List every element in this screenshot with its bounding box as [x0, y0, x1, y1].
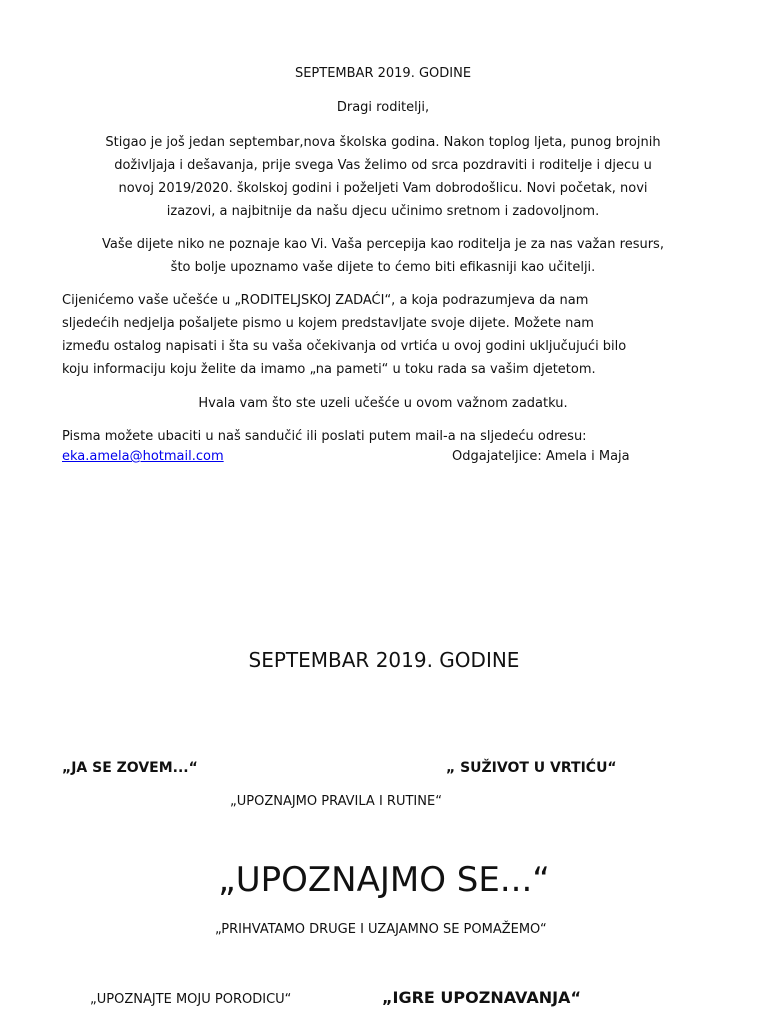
paragraph-line: izazovi, a najbitnije da našu djecu učinimo sretnom i zadovoljnom. [166, 204, 600, 219]
poster-item-pravila: „UPOZNAJMO PRAVILA I RUTINE“ [230, 794, 442, 809]
poster-item-ja-se-zovem: „JA SE ZOVEM...“ [62, 760, 198, 776]
letter-greeting: Dragi roditelji, [336, 100, 430, 115]
poster-title: SEPTEMBAR 2019. GODINE [248, 648, 520, 672]
paragraph-line: između ostalog napisati i šta su vaša očekivanja od vrtića u ovoj godini uključujući bilo [62, 339, 627, 354]
letter-paragraph-3 [62, 289, 712, 381]
letter-thanks: Hvala vam što ste uzeli učešće u ovom važnom zadatku. [198, 396, 568, 411]
paragraph-line: koju informaciju koju želite da imamo „na pameti“ u toku rada sa vašim djetetom. [62, 362, 596, 377]
poster-main-heading: „UPOZNAJMO SE...“ [218, 860, 550, 900]
poster-item-igre: „IGRE UPOZNAVANJA“ [382, 988, 581, 1007]
email-link[interactable]: eka.amela@hotmail.com [62, 449, 224, 464]
poster-item-prihvatamo: „PRIHVATAMO DRUGE I UZAJAMNO SE POMAŽEMO“ [215, 922, 547, 937]
paragraph-line: doživljaja i dešavanja, prije svega Vas želimo od srca pozdraviti i roditelje i djecu u [114, 158, 652, 173]
letter-paragraph-2 [60, 233, 706, 279]
paragraph-line: što bolje upoznamo vaše dijete to ćemo biti efikasniji kao učitelji. [170, 260, 596, 275]
signature: Odgajateljice: Amela i Maja [452, 449, 630, 464]
poster-item-suzivot: „ SUŽIVOT U VRTIĆU“ [446, 760, 617, 776]
paragraph-line: Cijenićemo vaše učešće u „RODITELJSKOJ ZADAĆI“, a koja podrazumjeva da nam [62, 293, 589, 308]
paragraph-line: novoj 2019/2020. školskoj godini i poželjeti Vam dobrodošlicu. Novi početak, novi [118, 181, 648, 196]
paragraph-line: Vaše dijete niko ne poznaje kao Vi. Vaša percepija kao roditelja je za nas važan resurs, [102, 237, 664, 252]
poster-item-porodicu: „UPOZNAJTE MOJU PORODICU“ [90, 992, 292, 1007]
paragraph-line: sljedećih nedjelja pošaljete pismo u kojem predstavljate svoje dijete. Možete nam [62, 316, 594, 331]
email-signature-row [62, 449, 682, 471]
paragraph-line: Stigao je još jedan septembar,nova školska godina. Nakon toplog ljeta, punog brojnih [105, 135, 661, 150]
letter-paragraph-1 [60, 131, 706, 223]
letter-instructions: Pisma možete ubaciti u naš sandučić ili poslati putem mail-a na sljedeću odresu: [62, 429, 587, 444]
letter-title: SEPTEMBAR 2019. GODINE [294, 66, 472, 81]
